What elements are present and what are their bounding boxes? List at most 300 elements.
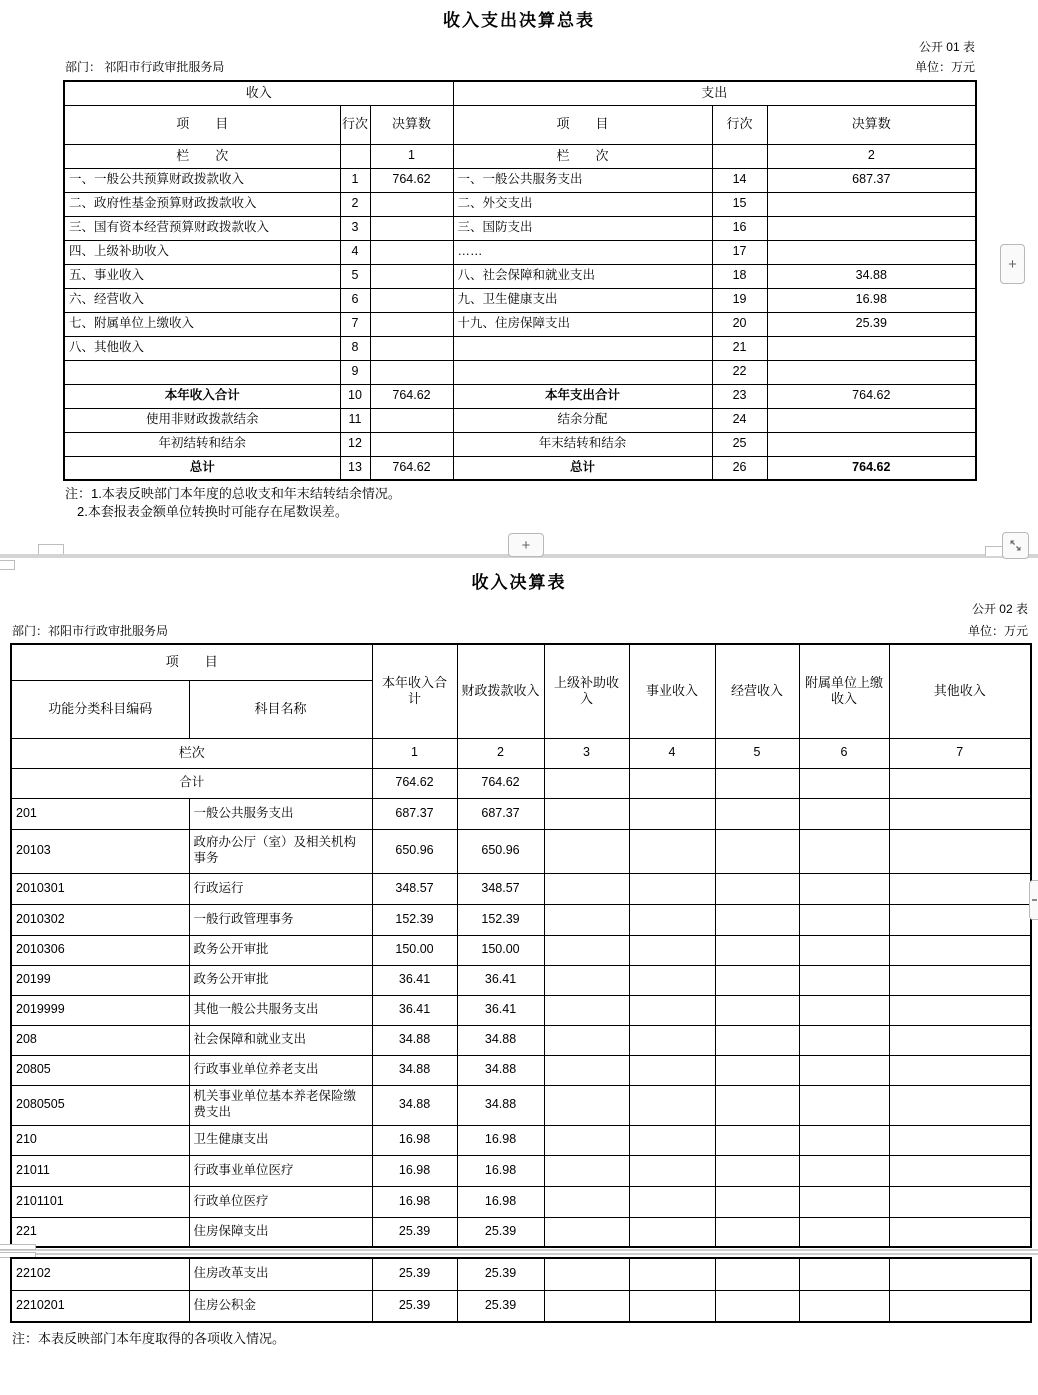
income-item-cell	[64, 360, 340, 384]
empty-cell	[715, 965, 799, 995]
plus-icon: +	[521, 536, 531, 554]
income-amount-header: 决算数	[370, 105, 453, 144]
empty-cell	[715, 1290, 799, 1322]
total-label: 合计	[11, 768, 372, 798]
name-cell: 行政单位医疗	[189, 1186, 372, 1217]
expense-amount-cell	[767, 360, 976, 384]
amount-cell: 36.41	[372, 965, 457, 995]
table-row	[64, 432, 976, 456]
empty-cell	[544, 965, 629, 995]
income-line-cell: 7	[340, 312, 370, 336]
table-row	[64, 264, 976, 288]
income-detail-table	[10, 643, 1032, 1248]
table2-note: 注：本表反映部门本年度取得的各项收入情况。	[12, 1331, 286, 1346]
empty-cell	[799, 965, 889, 995]
amount-cell: 348.57	[372, 873, 457, 904]
expense-amount-header: 决算数	[767, 105, 976, 144]
plus-icon: +	[1008, 255, 1017, 273]
code-cell: 20103	[11, 829, 189, 873]
amount-cell: 36.41	[372, 995, 457, 1025]
lanci-label: 栏次	[11, 738, 372, 768]
code-cell: 21011	[11, 1155, 189, 1186]
income-detail-table-continued	[10, 1257, 1032, 1323]
empty-cell	[544, 1085, 629, 1125]
empty-cell	[544, 1290, 629, 1322]
income-line-cell: 12	[340, 432, 370, 456]
income-item-cell: 八、其他收入	[64, 336, 340, 360]
empty-cell	[889, 1125, 1031, 1155]
col-header-operating: 经营收入	[715, 644, 799, 738]
table-row	[11, 1186, 1031, 1217]
amount-cell: 16.98	[457, 1125, 544, 1155]
empty-cell	[715, 1155, 799, 1186]
code-cell: 201	[11, 798, 189, 829]
table1-department: 部门： 祁阳市行政审批服务局	[65, 60, 225, 74]
amount-cell: 34.88	[372, 1085, 457, 1125]
expand-icon	[1008, 538, 1023, 553]
empty-cell	[715, 935, 799, 965]
empty-cell	[629, 965, 715, 995]
amount-cell: 764.62	[372, 768, 457, 798]
name-cell: 政务公开审批	[189, 935, 372, 965]
empty-cell	[799, 1217, 889, 1247]
col-header-other: 其他收入	[889, 644, 1031, 738]
table-row	[11, 1085, 1031, 1125]
table-row	[64, 408, 976, 432]
name-cell: 行政运行	[189, 873, 372, 904]
code-cell: 221	[11, 1217, 189, 1247]
income-amount-cell	[370, 360, 453, 384]
table-row	[11, 995, 1031, 1025]
empty-cell	[889, 904, 1031, 935]
amount-cell: 36.41	[457, 965, 544, 995]
empty-cell	[629, 904, 715, 935]
income-amount-cell	[370, 288, 453, 312]
empty-cell	[629, 935, 715, 965]
name-cell: 行政事业单位医疗	[189, 1155, 372, 1186]
expense-amount-cell	[767, 336, 976, 360]
empty-cell	[715, 873, 799, 904]
empty-cell	[889, 768, 1031, 798]
divider-handle[interactable]	[985, 546, 1003, 556]
table-row	[64, 168, 976, 192]
table-row	[64, 240, 976, 264]
empty-cell	[629, 1125, 715, 1155]
page-break-line	[0, 1253, 1038, 1255]
empty-cell	[889, 1290, 1031, 1322]
income-amount-cell	[370, 336, 453, 360]
page-break-handle[interactable]	[0, 1244, 36, 1250]
page-break-line	[0, 1249, 1038, 1251]
income-amount-cell: 764.62	[370, 384, 453, 408]
expense-item-cell: 八、社会保障和就业支出	[453, 264, 712, 288]
expense-line-cell: 20	[712, 312, 767, 336]
empty-cell	[715, 768, 799, 798]
expense-item-cell: 九、卫生健康支出	[453, 288, 712, 312]
name-cell: 卫生健康支出	[189, 1125, 372, 1155]
expense-item-cell: 结余分配	[453, 408, 712, 432]
code-cell: 2080505	[11, 1085, 189, 1125]
expense-item-cell: ……	[453, 240, 712, 264]
name-cell: 政府办公厅（室）及相关机构事务	[189, 829, 372, 873]
expense-amount-cell	[767, 192, 976, 216]
header-row-1	[11, 644, 1031, 680]
code-cell: 210	[11, 1125, 189, 1155]
income-line-cell: 13	[340, 456, 370, 480]
expense-amount-cell	[767, 408, 976, 432]
lanci-row	[11, 738, 1031, 768]
col-header-name: 科目名称	[189, 680, 372, 738]
column-header-row	[64, 105, 976, 144]
empty-cell	[715, 798, 799, 829]
expand-button[interactable]	[1002, 532, 1029, 559]
empty-cell	[715, 1217, 799, 1247]
income-amount-cell	[370, 408, 453, 432]
empty-cell	[629, 1025, 715, 1055]
empty-cell	[629, 1155, 715, 1186]
expense-amount-cell	[767, 240, 976, 264]
empty-cell	[799, 995, 889, 1025]
empty-cell	[715, 995, 799, 1025]
name-cell: 住房公积金	[189, 1290, 372, 1322]
add-column-button[interactable]	[1000, 244, 1025, 284]
grand-total-row	[64, 456, 976, 480]
income-amount-cell: 764.62	[370, 168, 453, 192]
expense-item-cell	[453, 336, 712, 360]
empty-cell	[544, 935, 629, 965]
empty-cell	[799, 798, 889, 829]
income-amount-cell	[370, 312, 453, 336]
expense-line-header: 行次	[712, 105, 767, 144]
plus-icon	[1032, 899, 1037, 901]
empty-cell	[715, 1025, 799, 1055]
table-row	[11, 935, 1031, 965]
table-row	[11, 798, 1031, 829]
name-cell: 其他一般公共服务支出	[189, 995, 372, 1025]
income-item-cell: 一、一般公共预算财政拨款收入	[64, 168, 340, 192]
name-cell: 政务公开审批	[189, 965, 372, 995]
empty-cell	[799, 935, 889, 965]
amount-cell: 152.39	[372, 904, 457, 935]
income-item-cell: 四、上级补助收入	[64, 240, 340, 264]
empty-cell	[715, 1055, 799, 1085]
empty-cell	[629, 1085, 715, 1125]
income-item-cell: 二、政府性基金预算财政拨款收入	[64, 192, 340, 216]
amount-cell: 152.39	[457, 904, 544, 935]
income-amount-cell	[370, 264, 453, 288]
income-item-cell: 本年收入合计	[64, 384, 340, 408]
table-row	[11, 1258, 1031, 1290]
expense-line-cell: 24	[712, 408, 767, 432]
amount-cell: 687.37	[372, 798, 457, 829]
total-income-row	[64, 384, 976, 408]
summary-table	[63, 80, 977, 481]
table-row	[11, 965, 1031, 995]
expense-amount-cell: 764.62	[767, 384, 976, 408]
table2-title: 收入决算表	[471, 573, 567, 592]
expense-item-cell: 一、一般公共服务支出	[453, 168, 712, 192]
amount-cell: 34.88	[372, 1025, 457, 1055]
table-row	[64, 216, 976, 240]
amount-cell: 687.37	[457, 798, 544, 829]
income-item-cell: 六、经营收入	[64, 288, 340, 312]
empty-cell	[544, 1217, 629, 1247]
amount-cell: 34.88	[457, 1025, 544, 1055]
empty-cell	[799, 1025, 889, 1055]
empty-cell	[889, 873, 1031, 904]
code-cell: 20199	[11, 965, 189, 995]
group-header-row	[64, 81, 976, 105]
code-cell: 2210201	[11, 1290, 189, 1322]
empty-cell	[799, 1085, 889, 1125]
income-item-cell: 三、国有资本经营预算财政拨款收入	[64, 216, 340, 240]
name-cell: 住房保障支出	[189, 1217, 372, 1247]
amount-cell: 650.96	[372, 829, 457, 873]
table1-note-1: 注：1.本表反映部门本年度的总收支和年末结转结余情况。	[65, 486, 401, 501]
empty-cell	[889, 965, 1031, 995]
income-line-cell: 3	[340, 216, 370, 240]
income-lanci-label: 栏 次	[64, 144, 340, 168]
empty-cell	[715, 904, 799, 935]
expense-line-cell: 18	[712, 264, 767, 288]
expense-line-cell: 14	[712, 168, 767, 192]
income-col-index: 1	[370, 144, 453, 168]
col-index-cell: 2	[457, 738, 544, 768]
income-line-header: 行次	[340, 105, 370, 144]
empty-cell	[544, 1125, 629, 1155]
empty-cell	[544, 1186, 629, 1217]
expense-line-cell: 22	[712, 360, 767, 384]
add-section-button[interactable]	[508, 533, 544, 557]
expense-line-cell: 25	[712, 432, 767, 456]
empty-cell	[715, 1125, 799, 1155]
empty-cell	[544, 829, 629, 873]
empty-cell	[629, 1186, 715, 1217]
income-amount-cell	[370, 192, 453, 216]
col-index-cell: 5	[715, 738, 799, 768]
amount-cell: 16.98	[372, 1125, 457, 1155]
empty-cell	[629, 798, 715, 829]
table-row	[64, 192, 976, 216]
income-group-header: 收入	[64, 81, 453, 105]
expense-group-header: 支出	[453, 81, 976, 105]
empty-cell	[889, 829, 1031, 873]
income-item-cell: 年初结转和结余	[64, 432, 340, 456]
name-cell: 社会保障和就业支出	[189, 1025, 372, 1055]
empty-cell	[889, 1055, 1031, 1085]
empty-cell	[544, 995, 629, 1025]
empty-cell	[889, 1258, 1031, 1290]
add-column-button-clipped[interactable]	[1029, 880, 1038, 920]
expense-line-cell: 16	[712, 216, 767, 240]
code-cell: 2010306	[11, 935, 189, 965]
table-row	[11, 1055, 1031, 1085]
empty-cell	[544, 1258, 629, 1290]
income-amount-cell: 764.62	[370, 456, 453, 480]
expense-amount-cell	[767, 432, 976, 456]
empty-cell	[715, 1085, 799, 1125]
table-row	[11, 1125, 1031, 1155]
empty-cell	[889, 935, 1031, 965]
table-row	[11, 1217, 1031, 1247]
empty-cell	[799, 1258, 889, 1290]
amount-cell: 348.57	[457, 873, 544, 904]
empty-cell	[629, 1217, 715, 1247]
empty-cell	[889, 1025, 1031, 1055]
table2-notes	[12, 1330, 285, 1348]
col-header-affiliate: 附属单位上缴收入	[799, 644, 889, 738]
name-cell: 机关事业单位基本养老保险缴费支出	[189, 1085, 372, 1125]
col-index-cell: 6	[799, 738, 889, 768]
table2-department: 部门：祁阳市行政审批服务局	[12, 624, 169, 638]
empty-cell	[799, 1125, 889, 1155]
table2-badge: 公开 02 表	[971, 602, 1028, 616]
empty-cell	[889, 1085, 1031, 1125]
income-item-header: 项 目	[64, 105, 340, 144]
empty-cell	[629, 873, 715, 904]
income-line-cell: 10	[340, 384, 370, 408]
income-line-cell: 6	[340, 288, 370, 312]
expense-item-cell: 二、外交支出	[453, 192, 712, 216]
empty-cell	[799, 1186, 889, 1217]
empty-cell	[544, 1025, 629, 1055]
expense-line-cell: 26	[712, 456, 767, 480]
empty-cell	[889, 1155, 1031, 1186]
empty-cell	[889, 798, 1031, 829]
table-row	[64, 336, 976, 360]
income-line-cell: 11	[340, 408, 370, 432]
income-line-cell: 1	[340, 168, 370, 192]
code-cell: 208	[11, 1025, 189, 1055]
empty-cell	[629, 1258, 715, 1290]
col-index-cell: 1	[372, 738, 457, 768]
amount-cell: 16.98	[457, 1186, 544, 1217]
empty-cell	[799, 768, 889, 798]
amount-cell: 16.98	[372, 1186, 457, 1217]
empty-cell	[340, 144, 370, 168]
amount-cell: 34.88	[457, 1085, 544, 1125]
amount-cell: 25.39	[372, 1258, 457, 1290]
empty-cell	[629, 995, 715, 1025]
income-line-cell: 5	[340, 264, 370, 288]
col-header-subsidy: 上级补助收入	[544, 644, 629, 738]
expense-line-cell: 21	[712, 336, 767, 360]
expense-item-cell: 总计	[453, 456, 712, 480]
income-item-cell: 使用非财政拨款结余	[64, 408, 340, 432]
name-cell: 一般行政管理事务	[189, 904, 372, 935]
table-row	[11, 1025, 1031, 1055]
amount-cell: 16.98	[457, 1155, 544, 1186]
table1-note-2: 2.本套报表金额单位转换时可能存在尾数误差。	[77, 503, 348, 519]
expense-line-cell: 23	[712, 384, 767, 408]
amount-cell: 650.96	[457, 829, 544, 873]
code-cell: 2010301	[11, 873, 189, 904]
empty-cell	[715, 829, 799, 873]
income-line-cell: 9	[340, 360, 370, 384]
empty-cell	[544, 768, 629, 798]
empty-cell	[799, 829, 889, 873]
empty-cell	[715, 1186, 799, 1217]
name-cell: 一般公共服务支出	[189, 798, 372, 829]
table-row	[11, 873, 1031, 904]
income-amount-cell	[370, 240, 453, 264]
table-row	[11, 1155, 1031, 1186]
empty-cell	[799, 904, 889, 935]
empty-cell	[544, 1055, 629, 1085]
income-amount-cell	[370, 216, 453, 240]
expense-amount-cell: 764.62	[767, 456, 976, 480]
col-header-fiscal: 财政拨款收入	[457, 644, 544, 738]
table1-notes	[65, 485, 401, 520]
expense-line-cell: 15	[712, 192, 767, 216]
col-header-total: 本年收入合计	[372, 644, 457, 738]
code-cell: 2101101	[11, 1186, 189, 1217]
expense-amount-cell: 25.39	[767, 312, 976, 336]
empty-cell	[889, 995, 1031, 1025]
expense-item-cell: 三、国防支出	[453, 216, 712, 240]
table-row	[11, 904, 1031, 935]
name-cell: 行政事业单位养老支出	[189, 1055, 372, 1085]
expense-line-cell: 17	[712, 240, 767, 264]
col-index-cell: 7	[889, 738, 1031, 768]
col-index-cell: 3	[544, 738, 629, 768]
empty-cell	[799, 1055, 889, 1085]
empty-cell	[799, 1155, 889, 1186]
amount-cell: 25.39	[457, 1258, 544, 1290]
table1-badge: 公开 01 表	[918, 40, 975, 54]
col-header-code: 功能分类科目编码	[11, 680, 189, 738]
table-row	[64, 312, 976, 336]
income-line-cell: 8	[340, 336, 370, 360]
empty-cell	[544, 904, 629, 935]
expense-amount-cell	[767, 216, 976, 240]
empty-cell	[544, 1155, 629, 1186]
expense-amount-cell: 16.98	[767, 288, 976, 312]
table-row	[64, 288, 976, 312]
expense-item-header: 项 目	[453, 105, 712, 144]
empty-cell	[629, 1055, 715, 1085]
expense-item-cell: 年末结转和结余	[453, 432, 712, 456]
amount-cell: 764.62	[457, 768, 544, 798]
item-header: 项 目	[11, 644, 372, 680]
col-header-business: 事业收入	[629, 644, 715, 738]
empty-cell	[629, 829, 715, 873]
expense-item-cell	[453, 360, 712, 384]
code-cell: 20805	[11, 1055, 189, 1085]
empty-cell	[629, 1290, 715, 1322]
col-index-cell: 4	[629, 738, 715, 768]
amount-cell: 34.88	[457, 1055, 544, 1085]
income-line-cell: 2	[340, 192, 370, 216]
empty-cell	[712, 144, 767, 168]
expense-amount-cell: 687.37	[767, 168, 976, 192]
amount-cell: 25.39	[457, 1290, 544, 1322]
empty-cell	[799, 1290, 889, 1322]
table-row	[11, 829, 1031, 873]
empty-cell	[799, 873, 889, 904]
empty-cell	[544, 873, 629, 904]
income-item-cell: 七、附属单位上缴收入	[64, 312, 340, 336]
empty-cell	[889, 1217, 1031, 1247]
amount-cell: 150.00	[457, 935, 544, 965]
name-cell: 住房改革支出	[189, 1258, 372, 1290]
income-item-cell: 总计	[64, 456, 340, 480]
empty-cell	[889, 1186, 1031, 1217]
amount-cell: 25.39	[372, 1290, 457, 1322]
empty-cell	[629, 768, 715, 798]
amount-cell: 16.98	[372, 1155, 457, 1186]
table-row	[11, 1290, 1031, 1322]
